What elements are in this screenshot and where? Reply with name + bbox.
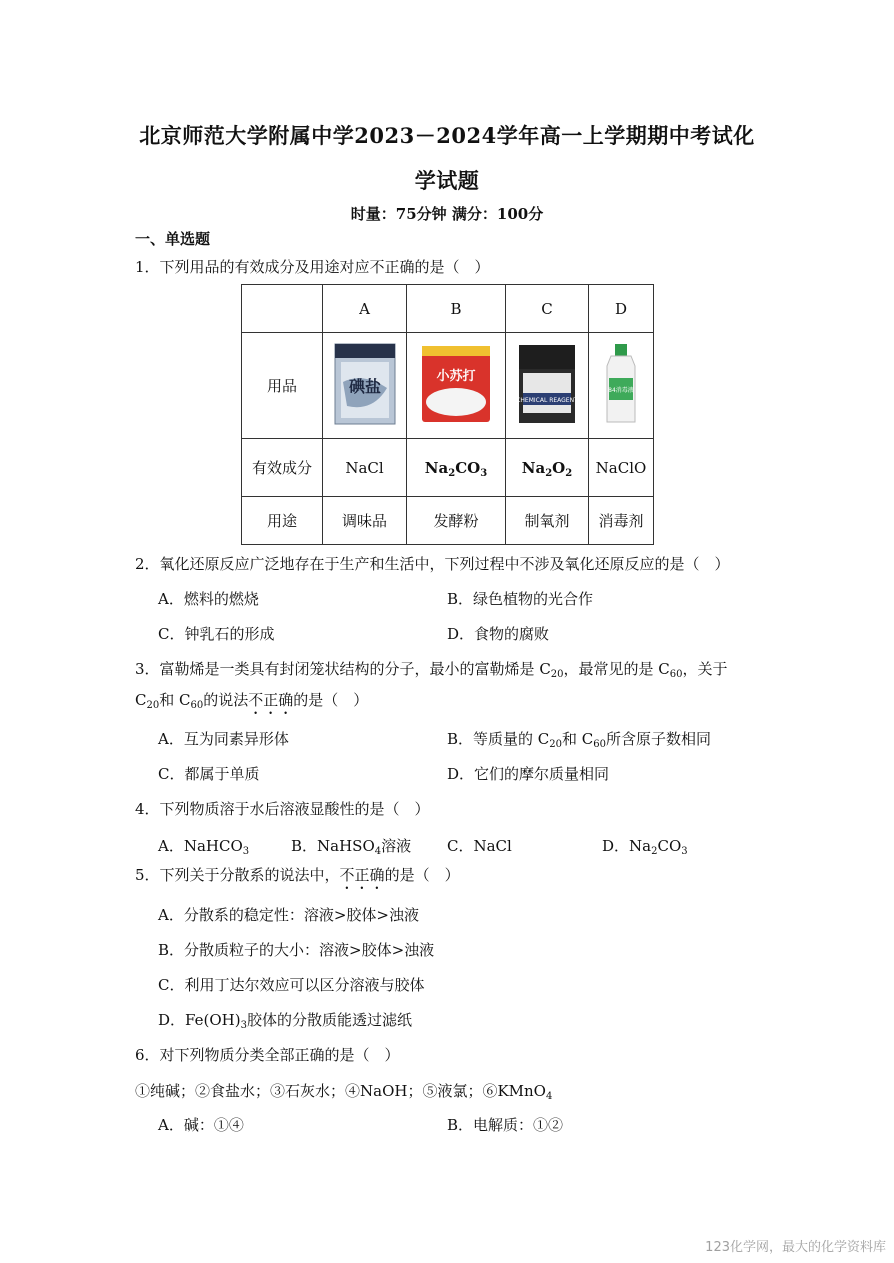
q4-option-c: C．NaCl [447, 837, 512, 855]
q3-option-d: D．它们的摩尔质量相同 [447, 765, 610, 783]
q4-option-a: A．NaHCO$_3$ [158, 837, 250, 857]
q3-option-c: C．都属于单质 [158, 765, 260, 783]
doc-title-line1: 北京师范大学附属中学2023－2024学年高一上学期期中考试化 [139, 123, 755, 148]
q1-header-c: C [506, 285, 589, 333]
exam-info: 时量：75分钟 满分：100分 [350, 205, 544, 223]
q3-stem-line1: 3．富勒烯是一类具有封闭笼状结构的分子，最小的富勒烯是 $C_{20}$，最常见的是 $C_{60}$，关于 [135, 660, 728, 680]
q2-option-d: D．食物的腐败 [447, 625, 550, 643]
q1-component-d: NaClO [589, 439, 654, 497]
disinfectant-bottle-image [601, 342, 641, 426]
q5-stem: 5．下列关于分散系的说法中，不正确的是（ ） [135, 866, 460, 884]
q3-option-b: B．等质量的 $C_{20}$和 $C_{60}$所含原子数相同 [447, 730, 712, 750]
q1-row-label-use: 用途 [242, 497, 323, 545]
q1-header-d: D [589, 285, 654, 333]
q6-stem: 6．对下列物质分类全部正确的是（ ） [135, 1046, 400, 1064]
q1-header-empty [242, 285, 323, 333]
q5-option-b: B．分散质粒子的大小：溶液>胶体>浊液 [158, 941, 435, 959]
q4-option-d: D．$Na_2CO_3$ [602, 837, 688, 857]
q6-option-a: A．碱：①④ [158, 1116, 244, 1134]
salt-bag-image [333, 342, 397, 426]
q1-component-c: $Na_2O_2$ [506, 439, 589, 497]
q2-stem: 2．氧化还原反应广泛地存在于生产和生活中，下列过程中不涉及氧化还原反应的是（ ） [135, 555, 730, 573]
q1-row-label-component: 有效成分 [242, 439, 323, 497]
q5-option-a: A．分散系的稳定性：溶液>胶体>浊液 [158, 906, 419, 924]
q1-row-label-product: 用品 [242, 333, 323, 439]
q1-header-a: A [323, 285, 407, 333]
section-heading: 一、单选题 [135, 230, 211, 248]
salt-bag-text: 碘盐 [348, 376, 381, 396]
q2-option-a: A．燃料的燃烧 [158, 590, 259, 608]
q6-list: ①纯碱；②食盐水；③石灰水；④NaOH；⑤液氯；⑥KMnO$_4$ [135, 1082, 553, 1102]
q5-option-d: D．$Fe(OH)_3$胶体的分散质能透过滤纸 [158, 1011, 412, 1031]
baking-soda-bag-image [420, 344, 492, 424]
baking-soda-text: 小苏打 [436, 368, 476, 384]
q5-option-c: C．利用丁达尔效应可以区分溶液与胶体 [158, 976, 425, 994]
q1-component-a: NaCl [323, 439, 407, 497]
q4-option-b: B．NaHSO$_4$溶液 [291, 837, 412, 857]
q4-stem: 4．下列物质溶于水后溶液显酸性的是（ ） [135, 800, 430, 818]
q1-stem: 1．下列用品的有效成分及用途对应不正确的是（ ） [135, 258, 490, 276]
q1-use-a: 调味品 [323, 497, 407, 545]
q2-option-c: C．钟乳石的形成 [158, 625, 275, 643]
doc-title-line2: 学试题 [414, 168, 480, 193]
disinfectant-label-text: 84消毒液 [608, 386, 634, 394]
q3-stem-line2: $C_{20}$和 $C_{60}$的说法不正确的是（ ） [135, 691, 369, 711]
footer-watermark: 123化学网，最大的化学资料库 [705, 1240, 886, 1255]
reagent-label-text: CHEMICAL REAGENT [516, 396, 578, 404]
q1-header-b: B [407, 285, 506, 333]
q6-option-b: B．电解质：①② [447, 1116, 564, 1134]
q1-use-c: 制氧剂 [506, 497, 589, 545]
q1-use-b: 发酵粉 [407, 497, 506, 545]
q1-component-b: $Na_2CO_3$ [407, 439, 506, 497]
q3-option-a: A．互为同素异形体 [158, 730, 289, 748]
q1-table [241, 284, 654, 545]
chemical-reagent-jar-image [515, 343, 579, 425]
q2-option-b: B．绿色植物的光合作 [447, 590, 594, 608]
q1-use-d: 消毒剂 [589, 497, 654, 545]
